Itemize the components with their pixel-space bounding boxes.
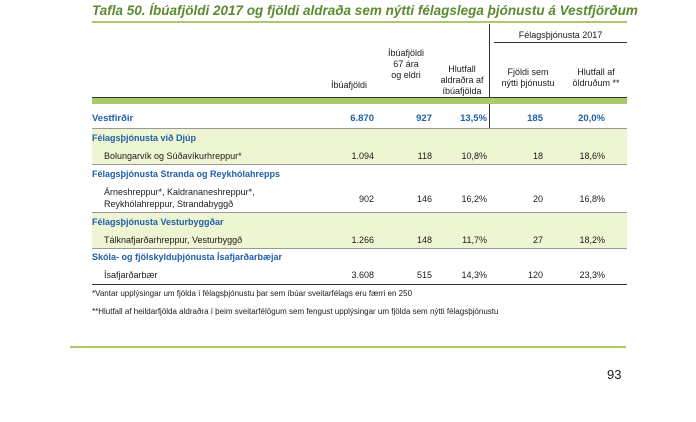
cell-ratio: 20,0% [578,113,605,124]
cell-population: 3.608 [351,270,374,280]
cell-ratio: 18,6% [579,151,605,161]
col-header-share [434,64,490,97]
row-label: Vestfirðir [92,113,134,124]
cell-share: 16,2% [461,194,487,204]
col-header-ratio-line2: öldruðum ** [572,78,620,88]
col-header-population-67 [378,48,434,81]
cell-population: 1.266 [351,235,374,245]
row-label: Bolungarvík og Súðavíkurhreppur* [104,151,242,161]
cell-ratio: 23,3% [579,270,605,280]
group-label: Skóla- og fjölskylduþjónusta Ísafjarðarbæjar [92,252,283,262]
cell-share: 10,8% [461,151,487,161]
group-header-rule [494,42,627,43]
col-header-population [322,80,376,91]
title-rule [92,21,627,23]
page-number: 93 [607,367,622,382]
cell-used: 18 [532,151,543,161]
cell-population-67: 927 [416,113,432,124]
header-band [92,98,627,104]
cell-used: 20 [532,194,543,204]
cell-used: 120 [527,270,543,280]
col-header-ratio-line1: Hlutfall af [577,67,615,77]
col-header-population-text: Íbúafjöldi [330,80,368,90]
table-title: Tafla 50. Íbúafjöldi 2017 og fjöldi aldraða sem nýtti félagslega þjónustu á Vestfjörðum [92,3,638,18]
cell-share: 14,3% [461,270,487,280]
footnote-2: **Hlutfall af heildarfjölda aldraðra í þeim sveitarfélögum sem fengust upplýsingar um fjölda sem nýtti félagsþjónustu [92,307,499,316]
cell-population: 902 [358,194,374,204]
group-label: Félagsþjónusta Vesturbyggðar [92,217,224,227]
cell-population-67: 515 [416,270,432,280]
cell-population-67: 118 [417,151,432,161]
group-label: Félagsþjónusta við Djúp [92,133,197,143]
cell-ratio: 18,2% [579,235,605,245]
col-header-population-67-line3: og eldri [391,70,421,80]
table-group-vesturbyggd [92,213,627,248]
table-group-djup [92,129,627,164]
cell-population: 6.870 [350,113,374,124]
col-header-population-67-line1: Íbúafjöldi [387,48,425,58]
col-header-used [494,67,562,89]
cell-population-67: 146 [416,194,432,204]
row-label: Ísafjarðarbær [104,270,158,280]
footnote-1: *Vantar upplýsingar um fjölda í félagsþjónustu þar sem íbúar sveitarfélags eru færri en 250 [92,289,413,298]
col-header-share-line1: Hlutfall [448,64,476,74]
row-label: Tálknafjarðarhreppur, Vesturbyggð [104,235,243,245]
row-label-line1: Árneshreppur*, Kaldrananeshreppur*, [104,187,255,197]
group-label: Félagsþjónusta Stranda og Reykhólahrepps [92,169,281,179]
col-header-used-line2: nýtti þjónustu [501,78,555,88]
cell-population-67: 148 [416,235,432,245]
col-header-population-67-line2: 67 ára [393,59,419,69]
col-header-share-line2: aldraðra af [440,75,484,85]
col-header-ratio [565,67,627,89]
cell-share: 13,5% [460,113,487,124]
col-header-share-line3: íbúafjölda [442,86,482,96]
cell-share: 11,7% [462,235,487,245]
cell-ratio: 16,8% [579,194,605,204]
row-label-line2: Reykhólahreppur, Strandabyggð [104,199,234,209]
cell-used: 27 [532,235,543,245]
table-row-total [92,112,627,126]
cell-population: 1.094 [351,151,374,161]
table-bottom-rule [92,284,627,285]
col-header-used-line1: Fjöldi sem [507,67,549,77]
page-bottom-rule [70,346,626,348]
table-group-strandir [92,165,627,212]
group-header: Félagsþjónusta 2017 [518,30,603,40]
table-group-isafjordur [92,249,627,284]
cell-used: 185 [527,113,543,124]
